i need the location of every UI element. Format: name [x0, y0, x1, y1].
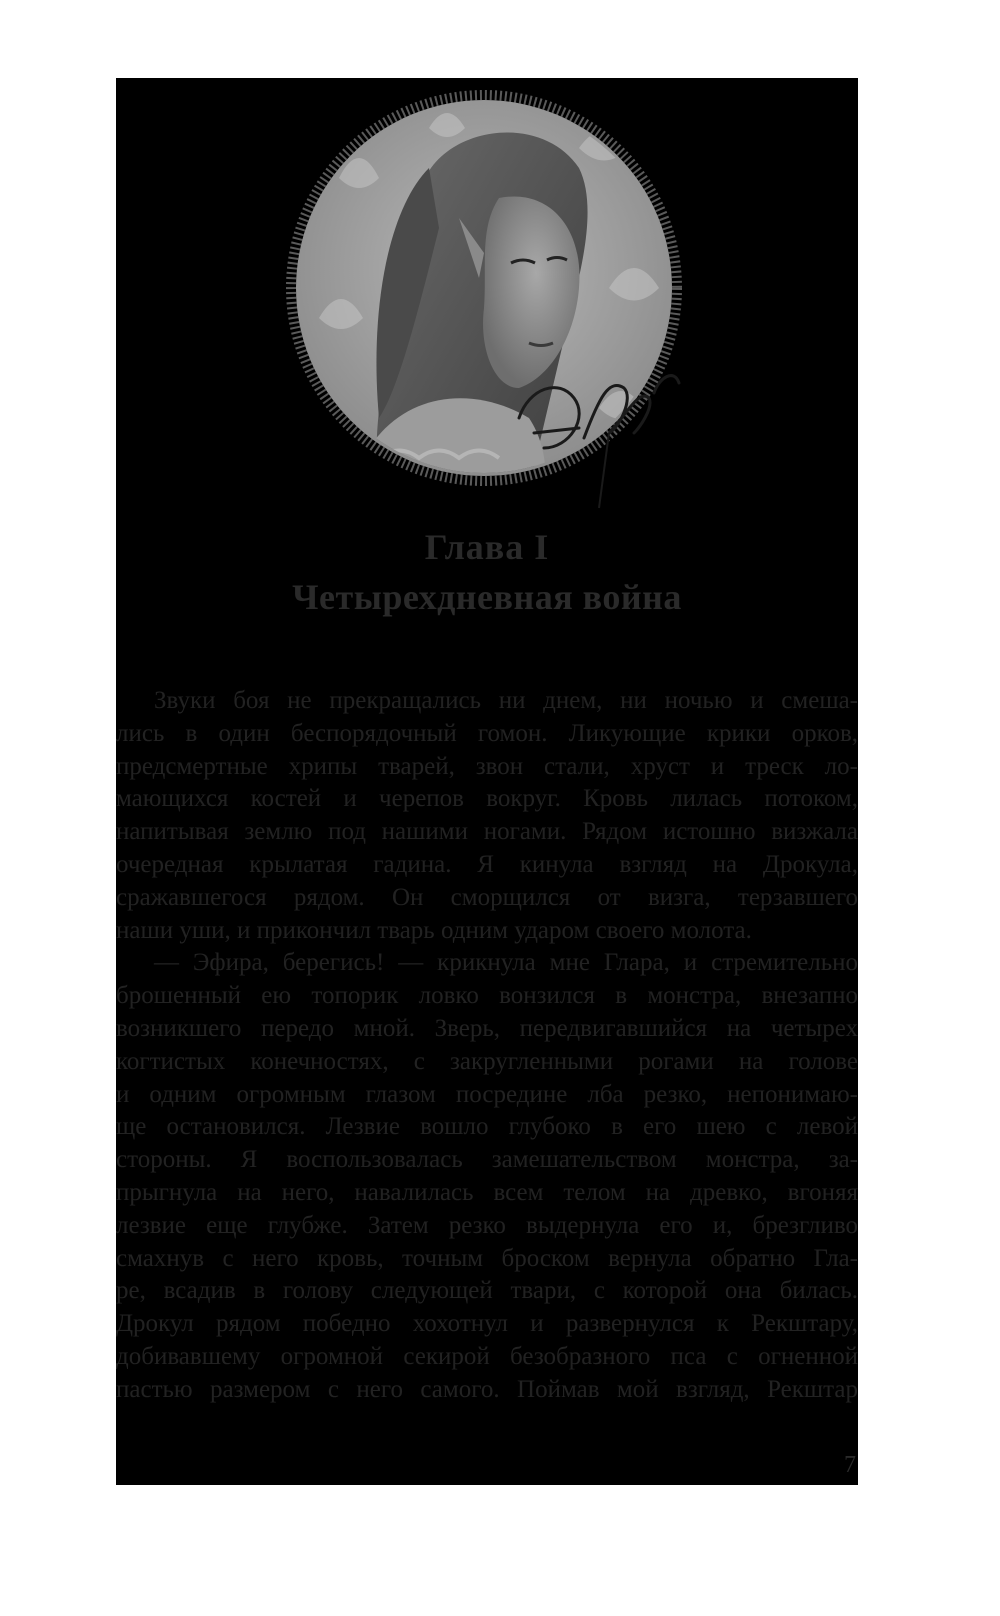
- text-line: возникшего передо мной. Зверь, передвигавшийся на четырех: [116, 1014, 858, 1042]
- text-line: лись в один беспорядочный гомон. Ликующие крики орков,: [116, 719, 858, 747]
- text-line: — Эфира, берегись! — крикнула мне Глара, и стремительно: [154, 949, 858, 977]
- text-line: брошенный ею топорик ловко вонзился в монстра, внезапно: [116, 982, 858, 1010]
- text-line: сражавшегося рядом. Он сморщился от визга, терзавшего: [116, 883, 858, 911]
- text-line: предсмертные хрипы тварей, звон стали, хруст и треск ло-: [116, 752, 858, 780]
- text-line: и одним огромным глазом посредине лба резко, непонимаю-: [116, 1080, 858, 1108]
- text-line: смахнув с него кровь, точным броском вернула обратно Гла-: [116, 1244, 858, 1272]
- text-line: прыгнула на него, навалилась всем телом на древко, вгоняя: [116, 1178, 858, 1206]
- text-line: лезвие еще глубже. Затем резко выдернула его и, брезгливо: [116, 1211, 858, 1239]
- text-line: наши уши, и прикончил тварь одним ударом своего молота.: [116, 916, 752, 944]
- page-number: 7: [844, 1452, 856, 1478]
- character-portrait: [279, 88, 699, 518]
- text-line: когтистых конечностях, с закругленными рогами на голове: [116, 1047, 858, 1075]
- text-line: стороны. Я воспользовалась замешательством монстра, за-: [116, 1146, 858, 1174]
- chapter-title: Четырехдневная война: [292, 577, 682, 617]
- text-line: ре, всадив в голову следующей твари, с которой она билась.: [116, 1277, 858, 1305]
- text-line: напитывая землю под нашими ногами. Рядом истошно визжала: [116, 818, 858, 846]
- body-text: [116, 685, 858, 1407]
- text-line: пастью размером с него самого. Поймав мой взгляд, Рекштар: [116, 1375, 858, 1403]
- chapter-number: Глава I: [424, 527, 550, 567]
- text-line: мающихся костей и черепов вокруг. Кровь лилась потоком,: [116, 785, 858, 813]
- book-page: [116, 78, 858, 1485]
- text-line: ще остановился. Лезвие вошло глубоко в его шею с левой: [116, 1113, 858, 1141]
- text-line: добивавшему огромной секирой безобразного пса с огненной: [116, 1342, 858, 1370]
- text-line: Звуки боя не прекращались ни днем, ни ночью и смеша-: [154, 687, 858, 714]
- text-line: Дрокул рядом победно хохотнул и развернулся к Рекштару,: [116, 1310, 858, 1338]
- text-line: очередная крылатая гадина. Я кинула взгляд на Дрокула,: [116, 850, 858, 878]
